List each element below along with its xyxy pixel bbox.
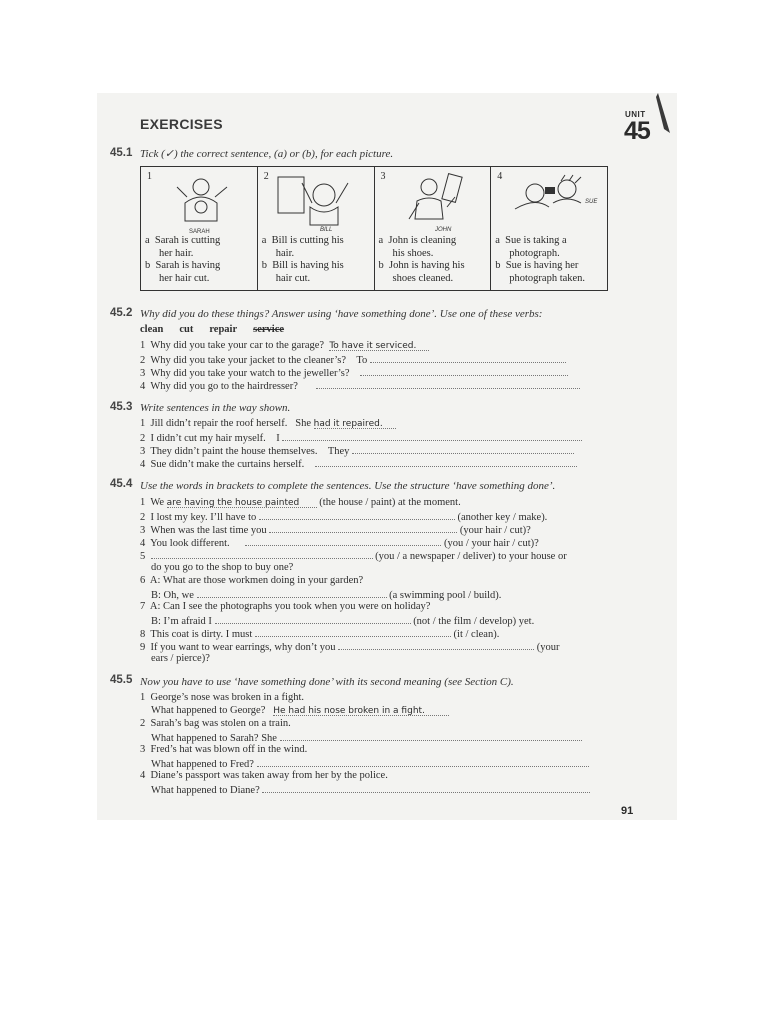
picture-cell [491, 167, 608, 291]
answer-blank[interactable] [282, 430, 582, 441]
answer-filled: had it repaired. [314, 418, 396, 429]
question-row: B: Oh, we (a swimming pool / build). [151, 587, 501, 602]
exercise-number: 45.4 [110, 478, 133, 490]
answer-blank[interactable] [197, 587, 387, 598]
question-row: What happened to Diane? [151, 782, 590, 797]
question-row: 5 (you / a newspaper / deliver) to your house or [140, 548, 567, 563]
picture-number: 1 [147, 171, 152, 182]
answer-blank[interactable] [316, 378, 580, 389]
verb: repair [209, 324, 238, 335]
exercise-number: 45.5 [110, 674, 133, 686]
picture-number: 4 [497, 171, 503, 182]
verb-list [140, 323, 300, 336]
mirror-haircut-illustration [272, 173, 362, 235]
answer-blank[interactable] [280, 730, 582, 741]
question-row: 8 This coat is dirty. I must (it / clean). [140, 626, 499, 641]
picture-caption: BILL [319, 227, 333, 233]
answer-filled: are having the house painted [167, 497, 317, 508]
unit-label: UNIT [625, 110, 646, 119]
question-row: 1 Why did you take your car to the garage? To have it serviced. [140, 339, 429, 352]
question-row: 2 Sarah’s bag was stolen on a train. [140, 718, 291, 729]
answer-blank[interactable] [151, 548, 373, 559]
unit-number: 45 [624, 117, 650, 145]
question-row: 3 Why did you take your watch to the jeweller’s? [140, 365, 568, 380]
question-row: 4 Sue didn’t make the curtains herself. [140, 456, 577, 471]
question-continuation: do you go to the shop to buy one? [151, 562, 294, 573]
option-b[interactable]: b John is having his shoes cleaned. [378, 260, 465, 284]
exercise-number: 45.2 [110, 307, 133, 319]
answer-filled: He had his nose broken in a fight. [273, 705, 449, 716]
question-row: 2 I lost my key. I’ll have to (another key / make). [140, 509, 547, 524]
picture-cell [374, 167, 491, 291]
picture-cell [257, 167, 374, 291]
question-row: What happened to George? He had his nose broken in a fight. [151, 704, 449, 717]
question-row: 4 Why did you go to the hairdresser? [140, 378, 580, 393]
picture-cell [141, 167, 258, 291]
option-b[interactable]: b Sarah is having her hair cut. [145, 260, 221, 284]
exercise-number: 45.1 [110, 147, 133, 159]
picture-caption: SUE [585, 199, 598, 205]
answer-blank[interactable] [255, 626, 451, 637]
answer-blank[interactable] [262, 782, 590, 793]
option-b[interactable]: b Sue is having her photograph taken. [495, 260, 586, 284]
question-row: 1 George’s nose was broken in a fight. [140, 692, 304, 703]
page-number: 91 [621, 805, 634, 817]
question-row: 6 A: What are those workmen doing in your garden? [140, 575, 364, 586]
photograph-illustration [505, 173, 605, 235]
answer-blank[interactable] [259, 509, 455, 520]
option-a[interactable]: a John is cleaning his shoes. [378, 235, 457, 259]
answer-blank[interactable] [360, 365, 568, 376]
picture-grid [140, 166, 608, 291]
option-a[interactable]: a Bill is cutting his hair. [261, 235, 344, 259]
verb-used: service [253, 324, 285, 335]
exercises-heading: EXERCISES [140, 116, 223, 132]
question-row: 2 I didn’t cut my hair myself. I [140, 430, 582, 445]
exercise-instruction: Now you have to use ‘have something done’ with its second meaning (see Section C). [140, 676, 514, 688]
answer-blank[interactable] [257, 756, 589, 767]
exercise-instruction: Use the words in brackets to complete the sentences. Use the structure ‘have something done’. [140, 480, 556, 492]
question-row: 4 Diane’s passport was taken away from her by the police. [140, 770, 388, 781]
question-row: 1 Jill didn’t repair the roof herself. She had it repaired. [140, 417, 396, 430]
answer-blank[interactable] [269, 522, 457, 533]
exercise-instruction: Why did you do these things? Answer using ‘have something done’. Use one of these verbs: [140, 308, 543, 320]
option-a[interactable]: a Sue is taking a photograph. [495, 235, 567, 259]
shoe-cleaning-illustration [389, 173, 479, 235]
picture-number: 3 [380, 171, 386, 182]
question-row: 3 When was the last time you (your hair / cut)? [140, 522, 531, 537]
question-row: 3 They didn’t paint the house themselves. They [140, 443, 574, 458]
question-row: 9 If you want to wear earrings, why don’t you (your [140, 639, 559, 654]
question-row: What happened to Fred? [151, 756, 589, 771]
question-row: B: I’m afraid I (not / the film / develop) yet. [151, 613, 534, 628]
answer-blank[interactable] [352, 443, 574, 454]
picture-caption: JOHN [434, 227, 451, 233]
question-continuation: ears / pierce)? [151, 653, 210, 664]
exercise-number: 45.3 [110, 401, 133, 413]
answer-blank[interactable] [215, 613, 411, 624]
exercise-instruction: Tick (✓) the correct sentence, (a) or (b), for each picture. [140, 148, 394, 160]
picture-number: 2 [263, 171, 269, 182]
verb: cut [179, 324, 194, 335]
answer-blank[interactable] [370, 352, 566, 363]
answer-blank[interactable] [245, 535, 441, 546]
question-row: 4 You look different. (you / your hair / cut)? [140, 535, 539, 550]
unit-tab-graphic [650, 93, 674, 135]
question-row: What happened to Sarah? She [151, 730, 582, 745]
question-row: 7 A: Can I see the photographs you took when you were on holiday? [140, 601, 431, 612]
picture-caption: SARAH [189, 229, 210, 235]
answer-blank[interactable] [315, 456, 577, 467]
answer-blank[interactable] [338, 639, 534, 650]
question-row: 1 We are having the house painted (the house / paint) at the moment. [140, 497, 461, 508]
option-a[interactable]: a Sarah is cutting her hair. [145, 235, 221, 259]
question-row: 3 Fred’s hat was blown off in the wind. [140, 744, 308, 755]
exercise-instruction: Write sentences in the way shown. [140, 402, 291, 414]
verb: clean [140, 324, 164, 335]
question-row: 2 Why did you take your jacket to the cleaner’s? To [140, 352, 566, 367]
hairdresser-illustration [155, 173, 245, 235]
option-b[interactable]: b Bill is having his hair cut. [261, 260, 344, 284]
answer-filled: To have it serviced. [329, 340, 429, 351]
